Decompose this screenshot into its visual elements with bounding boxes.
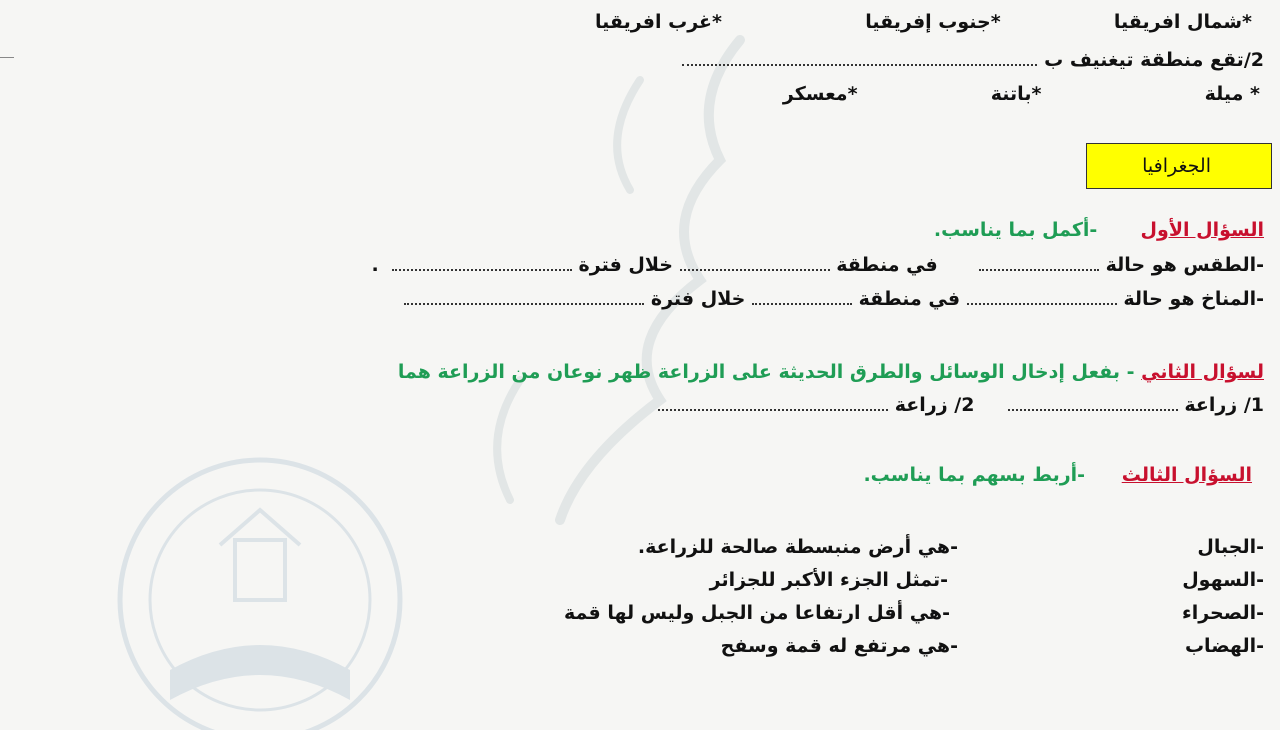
line1-end: خلال فترة: [578, 254, 673, 276]
section2-instruction: - بفعل إدخال الوسائل والطرق الحديثة على الزراعة ظهر نوعان من الزراعة هما: [397, 361, 1135, 383]
section1-instruction: -أكمل بما يناسب.: [933, 219, 1098, 241]
q2-choices: [620, 82, 1260, 106]
match-right-4: -هي مرتفع له قمة وسفح: [720, 635, 958, 657]
answer-blank[interactable]: [404, 289, 644, 305]
answer-blank[interactable]: [680, 255, 830, 271]
choice-north-africa: *شمال افريقيا: [1113, 11, 1252, 33]
answer-blank[interactable]: [1008, 395, 1178, 411]
line1-mid: في منطقة: [836, 254, 938, 276]
choice-mascara: *معسكر: [782, 83, 858, 105]
answer-blank[interactable]: [979, 255, 1099, 271]
q2-prompt-line: [564, 48, 1264, 72]
choice-mila: * ميلة: [1204, 83, 1260, 105]
line2-end: خلال فترة: [650, 288, 746, 310]
q2-prompt: 2/تقع منطقة تيغنيف ب: [1044, 49, 1264, 71]
section1-label: السؤال الأول: [1140, 219, 1264, 241]
q1-choices: [492, 10, 1252, 34]
match-left-1: -الجبال: [1197, 536, 1264, 558]
item1-label: 1/ زراعة: [1184, 394, 1264, 416]
match-left-4: -الهضاب: [1184, 635, 1264, 657]
item2-label: 2/ زراعة: [894, 394, 975, 416]
section1-line2: [124, 287, 1264, 311]
answer-blank[interactable]: [658, 395, 888, 411]
match-right-2: -تمثل الجزء الأكبر للجزائر: [709, 569, 948, 591]
match-right-3: -هي أقل ارتفاعا من الجبل وليس لها قمة: [564, 602, 950, 624]
answer-blank[interactable]: [967, 289, 1117, 305]
line2-start: -المناخ هو حالة: [1123, 288, 1264, 310]
choice-batna: *باتنة: [990, 83, 1042, 105]
choice-west-africa: *غرب افريقيا: [595, 11, 722, 33]
match-left-2: -السهول: [1182, 569, 1264, 591]
school-logo-watermark: [110, 450, 410, 730]
section3-instruction: -أربط بسهم بما يناسب.: [863, 464, 1086, 486]
section2-header: [44, 360, 1264, 384]
section3-header: [652, 463, 1252, 487]
match-right-1: -هي أرض منبسطة صالحة للزراعة.: [637, 536, 958, 558]
section2-label: لسؤال الثاني: [1141, 361, 1264, 383]
answer-blank[interactable]: [392, 255, 572, 271]
section1-line1: -الطقس هو حالة في منطقة خلال فترة .: [371, 254, 1264, 276]
section3-label: السؤال الثالث: [1121, 464, 1252, 486]
answer-blank[interactable]: [682, 50, 1037, 66]
answer-blank[interactable]: [752, 289, 852, 305]
match-left-3: -الصحراء: [1182, 602, 1264, 624]
line2-mid: في منطقة: [858, 288, 961, 310]
section2-items: [464, 393, 1264, 417]
subject-badge: الجغرافيا: [1086, 143, 1272, 189]
line1-start: -الطقس هو حالة: [1105, 254, 1264, 276]
choice-south-africa: *جنوب إفريقيا: [865, 11, 1001, 33]
section1-header: [664, 218, 1264, 242]
margin-mark: [0, 57, 14, 58]
